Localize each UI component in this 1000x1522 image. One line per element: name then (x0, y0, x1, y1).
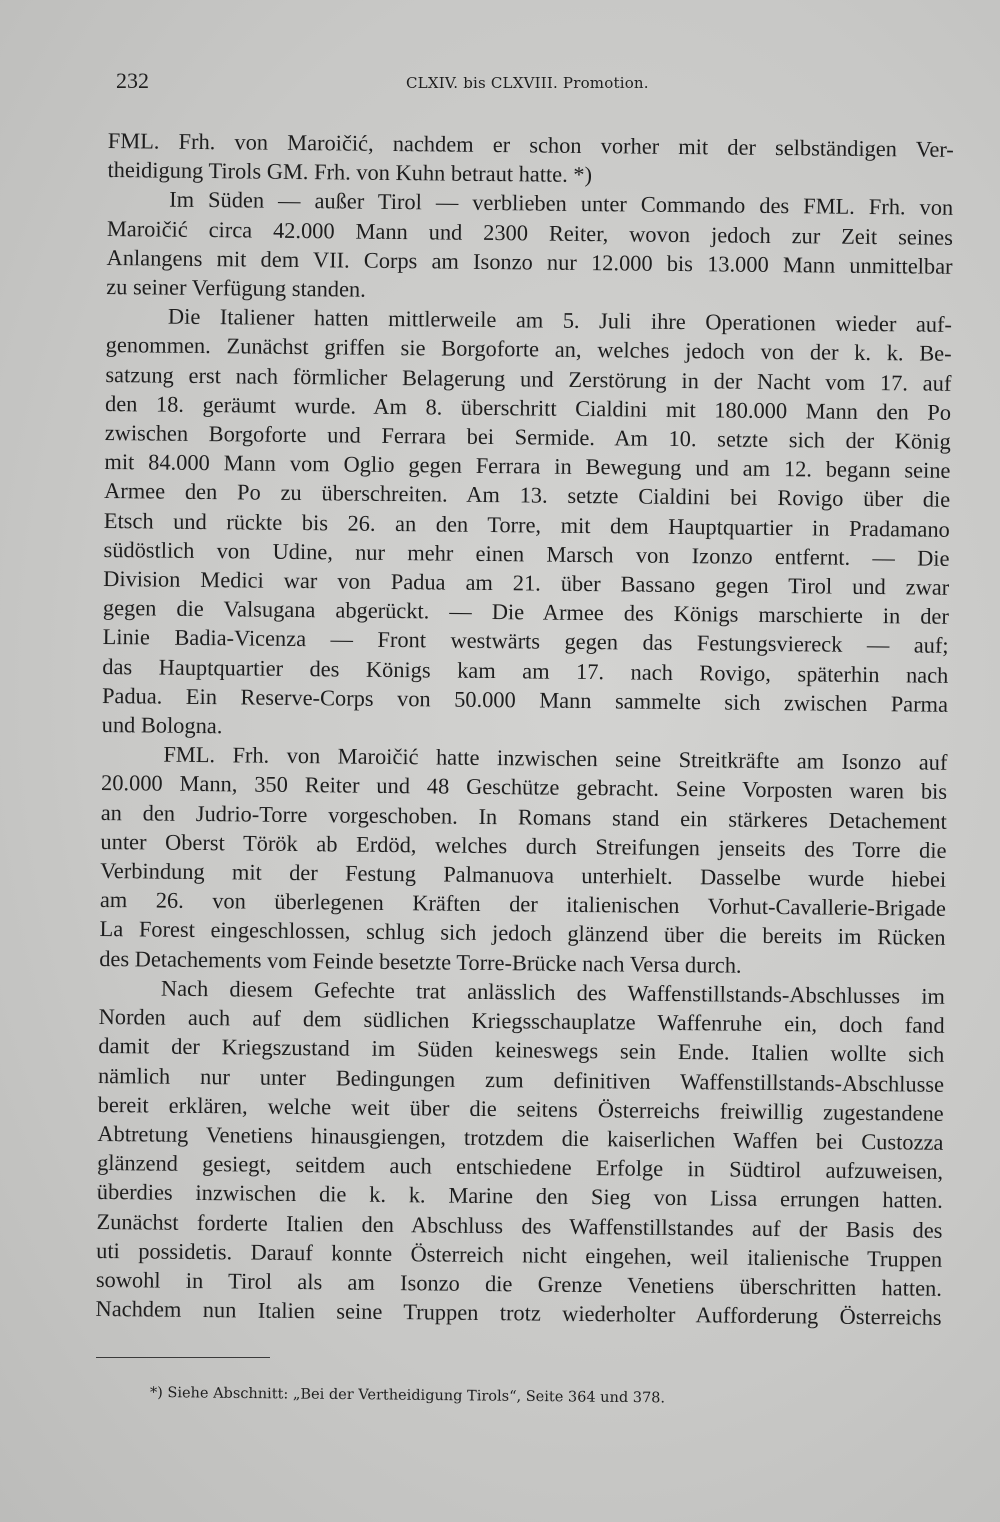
text-line: sowohl in Tirol als am Isonzo die Grenze Venetiens überschritten hatten. (95, 1266, 943, 1301)
text-line: Nachdem nun Italien seine Truppen trotz wiederholter Aufforderung Österreichs (95, 1296, 942, 1330)
text-line: südöstlich von Udine, nur mehr einen Marsch von Izonzo entfernt. — Die (103, 536, 950, 571)
text-line: Zunächst forderte Italien den Abschluss des Waffenstillstandes auf der Basis des (96, 1208, 943, 1243)
footnote: *) Siehe Abschnitt: „Bei der Vertheidigung Tirols“, Seite 364 und 378. (149, 1385, 666, 1407)
text-line: nämlich nur unter Bedingungen zum definitiven Waffenstillstands-Abschlusse (97, 1062, 945, 1097)
text-line: satzung erst nach förmlicher Belagerung und Zerstörung in der Nacht vom 17. auf (105, 361, 952, 396)
text-line: das Hauptquartier des Königs kam am 17. nach Rovigo, späterhin nach (102, 653, 949, 688)
text-line: unter Oberst Török ab Erdöd, welches durch Streifungen jenseits des Torre die (100, 828, 947, 863)
footnote-rule (96, 1357, 270, 1358)
text-line: glänzend gesiegt, seitdem auch entschiedene Erfolge in Südtirol aufzuweisen, (97, 1150, 944, 1184)
text-line: genommen. Zunächst griffen sie Borgoforte an, welches jedoch von der k. k. Be- (105, 332, 952, 367)
text-line: 20.000 Mann, 350 Reiter und 48 Geschütze gebracht. Seine Vorposten waren bis (100, 770, 948, 805)
text-line: Abtretung Venetiens hinausgiengen, trotzdem die kaiserlichen Waffen bei Custozza (97, 1120, 944, 1155)
page-number: 232 (116, 68, 149, 93)
text-line: überdies inzwischen die k. k. Marine den Sieg von Lissa errungen hatten. (96, 1179, 943, 1214)
text-line: des Detachements vom Feinde besetzte Torre-Brücke nach Versa durch. (99, 945, 742, 978)
text-line: FML. Frh. von Maroičić, nachdem er schon vorher mit der selbständigen Ver- (107, 127, 954, 162)
text-line: am 26. von überlegenen Kräften der italienischen Vorhut-Cavallerie-Brigade (99, 887, 946, 922)
text-line: Padua. Ein Reserve-Corps von 50.000 Mann sammelte sich zwischen Parma (101, 682, 949, 717)
text-line: Etsch und rückte bis 26. an den Torre, mit dem Hauptquartier in Pradamano (103, 507, 950, 542)
text-line: mit 84.000 Mann vom Oglio gegen Ferrara in Bewegung und am 12. begann seine (104, 449, 951, 484)
text-line: Im Süden — außer Tirol — verblieben unter Commando des FML. Frh. von (169, 187, 954, 221)
text-line: uti possidetis. Darauf konnte Österreich nicht eingehen, weil italienische Truppen (96, 1237, 943, 1272)
text-line: Norden auch auf dem südlichen Kriegsschauplatze Waffenruhe ein, doch fand (98, 1004, 945, 1038)
text-line: gegen die Valsugana abgerückt. — Die Armee des Königs marschierte in der (102, 595, 950, 630)
text-line: Die Italiener hatten mittlerweile am 5. Juli ihre Operationen wieder auf- (167, 303, 953, 338)
text-line: La Forest eingeschlossen, schlug sich jedoch glänzend über die bereits im Rücken (99, 916, 946, 951)
text-line: Linie Badia-Vicenza — Front westwärts gegen das Festungsviereck — auf; (102, 624, 949, 659)
text-line: bereit erklären, welche weit über die seitens Österreichs freiwillig zugestandene (97, 1091, 944, 1126)
page-header (116, 68, 936, 98)
text-line: den 18. geräumt wurde. Am 8. überschritt Cialdini mit 180.000 Mann den Po (104, 390, 952, 425)
text-line: Division Medici war von Padua am 21. über Bassano gegen Tirol und zwar (103, 566, 950, 600)
text-line: und Bologna. (101, 712, 223, 739)
text-line: theidigung Tirols GM. Frh. von Kuhn betraut hatte. *) (107, 157, 593, 188)
text-line: Anlangens mit dem VII. Corps am Isonzo nur 12.000 bis 13.000 Mann unmittelbar (106, 244, 953, 279)
text-line: an den Judrio-Torre vorgeschoben. In Romans stand ein stärkeres Detachement (100, 799, 947, 834)
running-head: CLXIV. bis CLXVIII. Promotion. (406, 74, 649, 92)
text-line: Armee den Po zu überschreiten. Am 13. setzte Cialdini bei Rovigo über die (104, 478, 951, 513)
text-line: Nach diesem Gefechte trat anlässlich des Waffenstillstands-Abschlusses im (160, 975, 946, 1009)
text-line: Maroičić circa 42.000 Mann und 2300 Reiter, wovon jedoch zur Zeit seines (106, 215, 954, 250)
text-line: zu seiner Verfügung standen. (106, 274, 366, 302)
text-line: FML. Frh. von Maroičić hatte inzwischen seine Streitkräfte am Isonzo auf (163, 741, 948, 776)
text-line: Verbindung mit der Festung Palmanuova unterhielt. Dasselbe wurde hiebei (100, 858, 947, 892)
text-line: zwischen Borgoforte und Ferrara bei Sermide. Am 10. setzte sich der König (104, 420, 951, 454)
text-line: damit der Kriegszustand im Süden keineswegs sein Ende. Italien wollte sich (98, 1033, 945, 1068)
body-text (95, 126, 953, 1332)
